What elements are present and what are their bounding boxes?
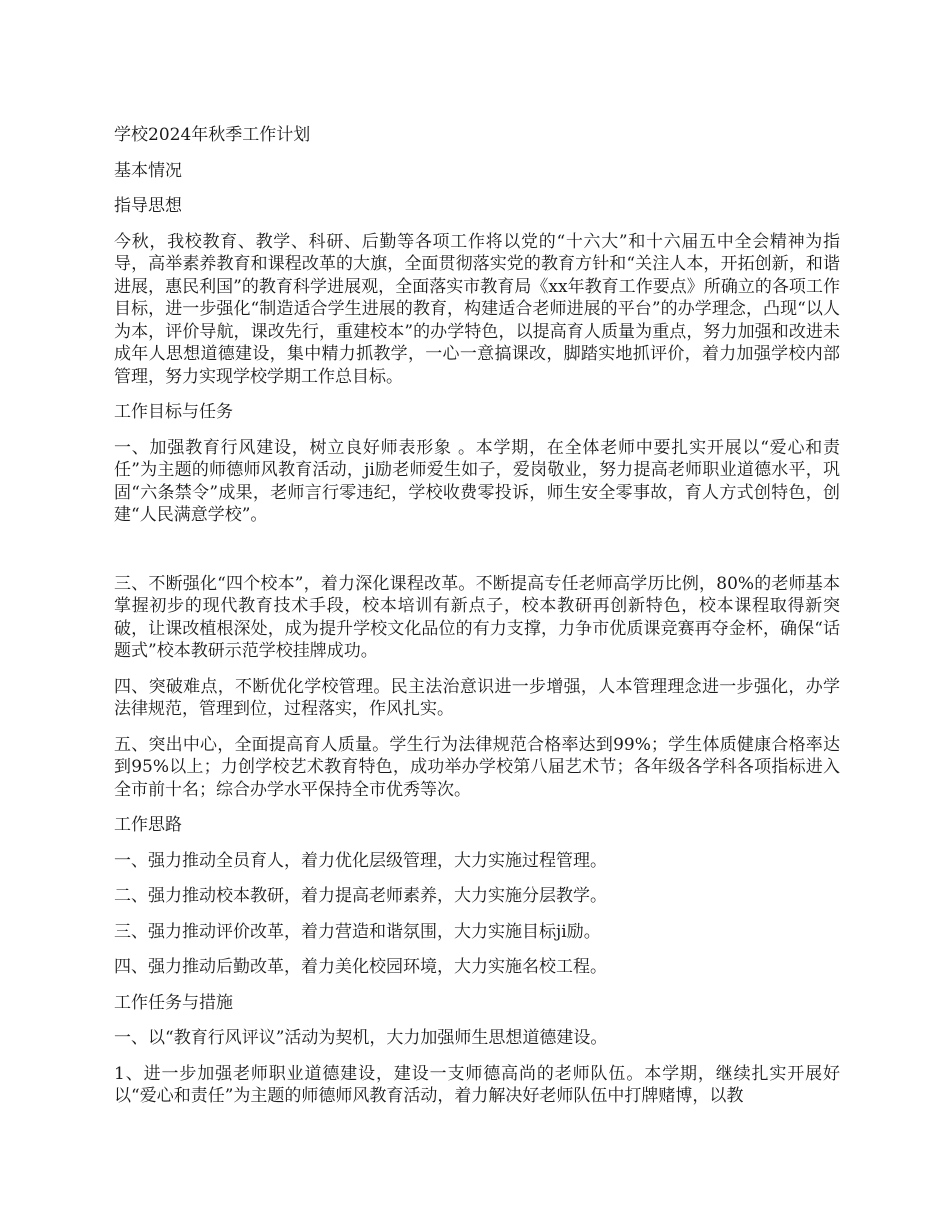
document-body bbox=[114, 124, 840, 1121]
idea-item-4: 四、强力推动后勤改革，着力美化校园环境，大力实施名校工程。 bbox=[114, 957, 607, 977]
section-heading-basic: 基本情况 bbox=[114, 160, 182, 181]
idea-item-3: 三、强力推动评价改革，着力营造和谐氛围，大力实施目标ji励。 bbox=[114, 921, 601, 942]
goal-paragraph-1: 一、加强教育行风建设，树立良好师表形象 。本学期，在全体老师中要扎实开展以“爱心和责任”为主题的师德师风教育活动，ji励老师爱生如子，爱岗敬业，努力提高老师职业道德水平，巩固“六条禁令”成果，老师言行零违纪，学校收费零投诉，师生安全零事故，育人方式创特色，创建“人民满意学校”。 bbox=[114, 437, 840, 525]
section-heading-goals: 工作目标与任务 bbox=[114, 402, 233, 422]
document-title: 学校2024年秋季工作计划 bbox=[114, 125, 311, 145]
section-heading-ideas: 工作思路 bbox=[114, 815, 182, 835]
goal-paragraph-3: 三、不断强化“四个校本”，着力深化课程改革。不断提高专任老师高学历比例，80%的老师基本掌握初步的现代教育技术手段，校本培训有新点子，校本教研再创新特色，校本课程取得新突破，让课改植根深处，成为提升学校文化品位的有力支撑，力争市优质课竞赛再夺金杯，确保“话题式”校本教研示范学校挂牌成功。 bbox=[114, 573, 840, 661]
section-heading-measures: 工作任务与措施 bbox=[114, 992, 233, 1013]
idea-item-2: 二、强力推动校本教研，着力提高老师素养，大力实施分层教学。 bbox=[114, 886, 607, 906]
guiding-paragraph: 今秋，我校教育、教学、科研、后勤等各项工作将以党的“十六大”和十六届五中全会精神为指导，高举素养教育和课程改革的大旗，全面贯彻落实党的教育方针和“关注人本，开拓创新，和谐进展，惠民利国”的教育科学进展观，全面落实市教育局《xx年教育工作要点》所确立的各项工作目标，进一步强化“制造适合学生进展的教育，构建适合老师进展的平台”的办学理念，凸现“以人为本，评价导航，课改先行，重建校本”的办学特色，以提高育人质量为重点，努力加强和改进未成年人思想道德建设，集中精力抓教学，一心一意搞课改，脚踏实地抓评价，着力加强学校内部管理，努力实现学校学期工作总目标。 bbox=[114, 231, 840, 387]
section-heading-guiding: 指导思想 bbox=[114, 196, 182, 216]
measure-paragraph-1-1: 1、进一步加强老师职业道德建设，建设一支师德高尚的老师队伍。本学期，继续扎实开展好以“爱心和责任”为主题的师德师风教育活动，着力解决好老师队伍中打牌赌博，以教 bbox=[114, 1063, 840, 1106]
goal-paragraph-5: 五、突出中心，全面提高育人质量。学生行为法律规范合格率达到99%；学生体质健康合格率达到95%以上；力创学校艺术教育特色，成功举办学校第八届艺术节；各年级各学科各项指标进入全市前十名；综合办学水平保持全市优秀等次。 bbox=[114, 734, 840, 800]
idea-item-1: 一、强力推动全员育人，着力优化层级管理，大力实施过程管理。 bbox=[114, 850, 607, 871]
measure-item-1: 一、以“教育行风评议”活动为契机，大力加强师生思想道德建设。 bbox=[114, 1028, 608, 1048]
goal-paragraph-4: 四、突破难点，不断优化学校管理。民主法治意识进一步增强，人本管理理念进一步强化，办学法律规范，管理到位，过程落实，作风扎实。 bbox=[114, 676, 840, 719]
